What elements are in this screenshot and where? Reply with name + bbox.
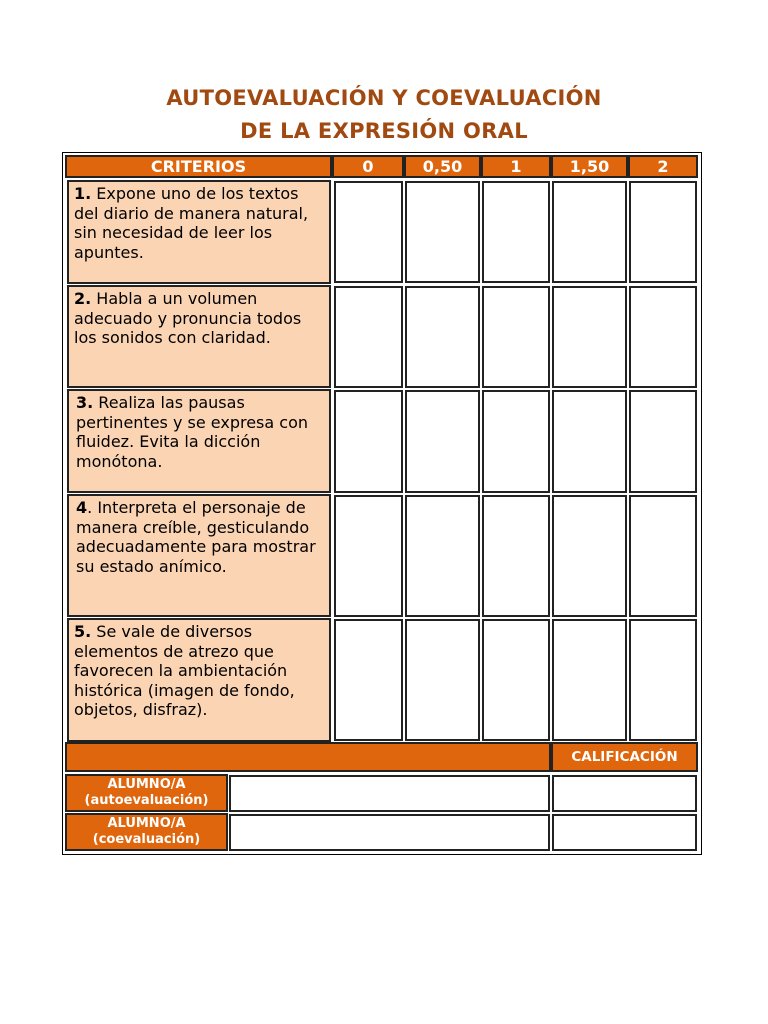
criterion-1-number: 1.	[74, 184, 92, 203]
header-criteria: CRITERIOS	[65, 155, 332, 178]
title-line-2: DE LA EXPRESIÓN ORAL	[240, 119, 528, 143]
calificacion-spacer	[65, 742, 551, 772]
score-cell-r4-2[interactable]	[629, 495, 697, 617]
score-cell-r2-050[interactable]	[405, 286, 480, 388]
score-cell-r3-0[interactable]	[334, 390, 403, 493]
student-autoevaluacion-label	[65, 774, 228, 812]
score-cell-r3-1[interactable]	[482, 390, 550, 493]
score-cell-r5-050[interactable]	[405, 619, 480, 741]
criterion-4-text: . Interpreta el personaje de manera creíble, gesticulando adecuadamente para mostrar su estado anímico.	[76, 498, 316, 576]
criterion-3-text: Realiza las pausas pertinentes y se expresa con fluidez. Evita la dicción monótona.	[76, 393, 308, 471]
score-cell-r3-2[interactable]	[629, 390, 697, 493]
score-cell-r4-050[interactable]	[405, 495, 480, 617]
student-auto-grade-field[interactable]	[552, 775, 697, 812]
score-cell-r1-2[interactable]	[629, 181, 697, 283]
student-auto-line2: (autoevaluación)	[84, 793, 209, 808]
header-score-050: 0,50	[404, 155, 481, 178]
header-score-2: 2	[628, 155, 698, 178]
header-score-0: 0	[332, 155, 404, 178]
score-cell-r5-150[interactable]	[552, 619, 627, 741]
score-cell-r5-2[interactable]	[629, 619, 697, 741]
score-cell-r5-0[interactable]	[334, 619, 403, 741]
criterion-5-text: Se vale de diversos elementos de atrezo que favorecen la ambientación histórica (imagen de fondo, objetos, disfraz).	[74, 622, 295, 719]
criterion-2	[67, 285, 331, 388]
criterion-1	[67, 180, 331, 284]
score-cell-r1-1[interactable]	[482, 181, 550, 283]
criterion-5	[67, 618, 331, 742]
student-coevaluacion-label	[65, 813, 228, 851]
score-cell-r2-1[interactable]	[482, 286, 550, 388]
score-cell-r2-0[interactable]	[334, 286, 403, 388]
score-cell-r1-0[interactable]	[334, 181, 403, 283]
score-cell-r3-150[interactable]	[552, 390, 627, 493]
student-co-grade-field[interactable]	[552, 814, 697, 851]
score-cell-r2-2[interactable]	[629, 286, 697, 388]
score-cell-r1-050[interactable]	[405, 181, 480, 283]
criterion-2-number: 2.	[74, 289, 92, 308]
score-cell-r1-150[interactable]	[552, 181, 627, 283]
score-cell-r3-050[interactable]	[405, 390, 480, 493]
criterion-4-number: 4	[76, 498, 88, 517]
student-auto-name-field[interactable]	[229, 775, 550, 812]
student-co-line1: ALUMNO/A	[107, 816, 186, 831]
calificacion-header: CALIFICACIÓN	[551, 742, 698, 772]
score-cell-r4-1[interactable]	[482, 495, 550, 617]
criterion-4	[67, 494, 331, 617]
score-cell-r4-0[interactable]	[334, 495, 403, 617]
score-cell-r4-150[interactable]	[552, 495, 627, 617]
title-line-1: AUTOEVALUACIÓN Y COEVALUACIÓN	[166, 86, 602, 110]
student-co-name-field[interactable]	[229, 814, 550, 851]
header-score-150: 1,50	[551, 155, 628, 178]
criterion-1-text: Expone uno de los textos del diario de manera natural, sin necesidad de leer los apuntes.	[74, 184, 309, 262]
student-auto-line1: ALUMNO/A	[107, 777, 186, 792]
criterion-3	[67, 389, 331, 493]
header-score-1: 1	[481, 155, 551, 178]
student-co-line2: (coevaluación)	[92, 832, 201, 847]
criterion-2-text: Habla a un volumen adecuado y pronuncia todos los sonidos con claridad.	[74, 289, 302, 347]
criterion-5-number: 5.	[74, 622, 92, 641]
score-cell-r5-1[interactable]	[482, 619, 550, 741]
score-cell-r2-150[interactable]	[552, 286, 627, 388]
criterion-3-number: 3.	[76, 393, 94, 412]
